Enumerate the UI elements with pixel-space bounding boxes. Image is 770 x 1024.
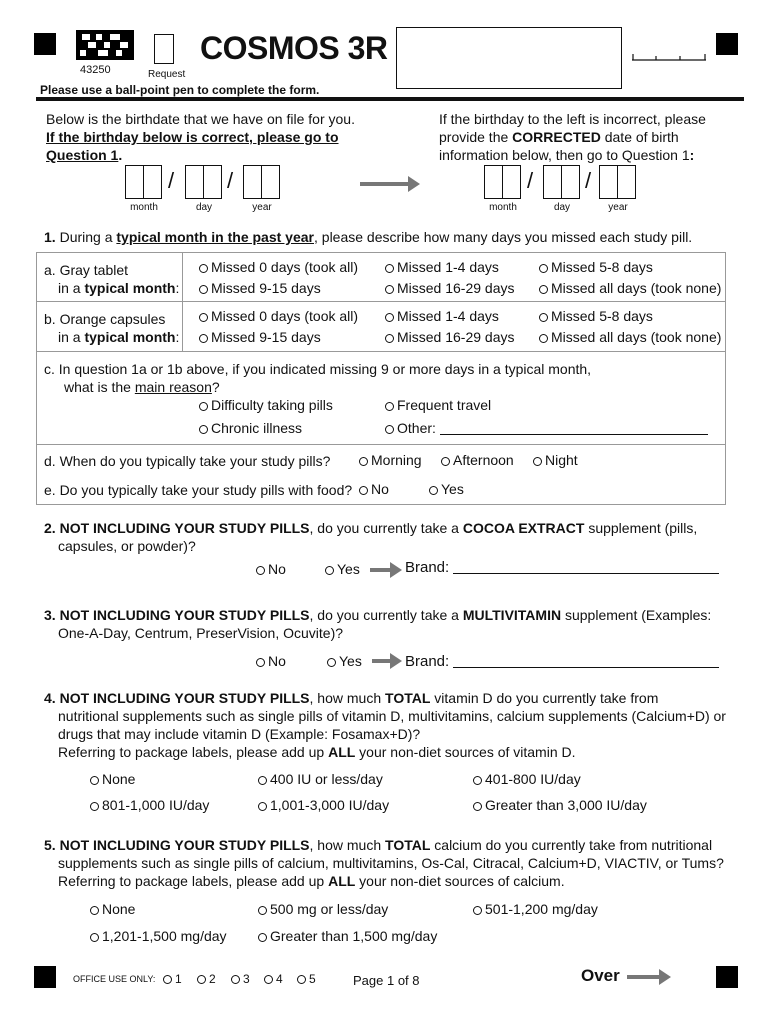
q1b-option-1-4[interactable]: Missed 1-4 days [385,308,499,324]
q1c-option-other[interactable]: Other: [385,420,708,436]
radio-bubble[interactable] [199,285,208,294]
office-option-2[interactable]: 2 [197,972,216,986]
q1c-option-travel[interactable]: Frequent travel [385,397,491,413]
radio-bubble[interactable] [199,334,208,343]
radio-bubble[interactable] [385,264,394,273]
date-separator: / [527,168,534,193]
radio-bubble[interactable] [297,975,306,984]
radio-bubble[interactable] [199,313,208,322]
radio-bubble[interactable] [258,776,267,785]
radio-bubble[interactable] [197,975,206,984]
q4-text: 4. NOT INCLUDING YOUR STUDY PILLS, how much TOTAL vitamin D do you currently take from nutritional supplements such as single pills of vitamin D, multivitamins, calcium supplements (Calcium+D) or drugs that may include vitamin D (Example: Fosamax+D)? Referring to package labels, please add up ALL your non-diet sources of vitamin D. [44,690,726,760]
q4-option-400[interactable]: 400 IU or less/day [258,771,383,787]
over-label: Over [581,966,620,985]
day-label: day [553,202,571,213]
q5-option-none[interactable]: None [90,901,135,917]
q1a-option-1-4[interactable]: Missed 1-4 days [385,259,499,275]
radio-bubble[interactable] [327,658,336,667]
q1b-option-all[interactable]: Missed all days (took none) [539,329,721,345]
q1b-option-0[interactable]: Missed 0 days (took all) [199,308,358,324]
radio-bubble[interactable] [385,285,394,294]
date-separator: / [227,168,234,193]
radio-bubble[interactable] [325,566,334,575]
q5-option-over-1500[interactable]: Greater than 1,500 mg/day [258,928,437,944]
radio-bubble[interactable] [199,264,208,273]
radio-bubble[interactable] [539,334,548,343]
registration-mark-top-left [34,33,56,55]
request-label: Request [148,69,186,80]
q5-text: 5. NOT INCLUDING YOUR STUDY PILLS, how much TOTAL calcium do you currently take from nutritional supplements such as single pills of calcium, multivitamins, Os-Cal, Citracal, Calcium+D, VIACTIV, or Tums? Referring to package labels, please add up ALL your non-diet sources of calcium. [44,837,724,889]
radio-bubble[interactable] [539,285,548,294]
q4-option-over-3000[interactable]: Greater than 3,000 IU/day [473,797,647,813]
registration-mark-bottom-left [34,966,56,988]
arrow-right-icon [372,659,394,663]
registration-mark-top-right [716,33,738,55]
radio-bubble[interactable] [539,313,548,322]
arrow-right-icon [370,568,394,572]
date-separator: / [168,168,175,193]
q1b-option-5-8[interactable]: Missed 5-8 days [539,308,653,324]
arrow-right-icon [627,975,663,979]
day-label: day [195,202,213,213]
radio-bubble[interactable] [90,933,99,942]
q3-brand-field[interactable] [453,653,719,668]
month-label: month [489,202,517,213]
q1c-option-illness[interactable]: Chronic illness [199,420,302,436]
radio-bubble[interactable] [385,425,394,434]
radio-bubble[interactable] [199,425,208,434]
q1e-option-yes[interactable]: Yes [429,481,464,497]
barcode-logo [76,30,134,60]
q1a-option-0[interactable]: Missed 0 days (took all) [199,259,358,275]
divider [36,351,726,352]
year-digit-1 [243,165,262,199]
divider [36,444,726,445]
radio-bubble[interactable] [258,906,267,915]
q1d-text: d. When do you typically take your study pills? [44,453,331,469]
q1-text: 1. During a typical month in the past year, please describe how many days you missed each study pill. [44,229,693,245]
tick-scale [632,52,706,62]
q4-option-1001-3000[interactable]: 1,001-3,000 IU/day [258,797,389,813]
corrected-month-digit-1[interactable] [484,165,503,199]
radio-bubble[interactable] [163,975,172,984]
q5-option-500[interactable]: 500 mg or less/day [258,901,388,917]
q2-text: 2. NOT INCLUDING YOUR STUDY PILLS, do you currently take a COCOA EXTRACT supplement (pills, capsules, or powder)? [44,520,698,554]
radio-bubble[interactable] [385,402,394,411]
q5-option-1201-1500[interactable]: 1,201-1,500 mg/day [90,928,227,944]
label-box [396,27,622,89]
corrected-year-digit-2[interactable] [617,165,636,199]
radio-bubble[interactable] [473,802,482,811]
radio-bubble[interactable] [258,802,267,811]
q1d-option-afternoon[interactable]: Afternoon [441,452,514,468]
radio-bubble[interactable] [473,776,482,785]
q1b-option-16-29[interactable]: Missed 16-29 days [385,329,515,345]
q2-brand[interactable]: Brand: [405,559,719,576]
form-title: COSMOS 3R [200,30,388,66]
header-rule [36,97,744,101]
radio-bubble[interactable] [90,776,99,785]
q1a-label: a. Gray tablet in a typical month: [44,262,180,296]
q1a-option-all[interactable]: Missed all days (took none) [539,280,721,296]
office-option-1[interactable]: 1 [163,972,182,986]
day-digit-2 [203,165,222,199]
q2-option-no[interactable]: No [256,561,286,577]
month-digit-1 [125,165,144,199]
q1d-option-morning[interactable]: Morning [359,452,422,468]
date-separator: / [585,168,592,193]
q1e-option-no[interactable]: No [359,481,389,497]
office-option-5[interactable]: 5 [297,972,316,986]
registration-mark-bottom-right [716,966,738,988]
radio-bubble[interactable] [231,975,240,984]
radio-bubble[interactable] [533,457,542,466]
q1b-label: b. Orange capsules in a typical month: [44,311,180,345]
birthdate-left-text: Below is the birthdate that we have on file for you. If the birthday below is correct, please go to Question 1. [46,111,355,163]
radio-bubble[interactable] [473,906,482,915]
pen-instruction: Please use a ball-point pen to complete the form. [40,83,320,97]
radio-bubble[interactable] [256,566,265,575]
q1a-option-5-8[interactable]: Missed 5-8 days [539,259,653,275]
year-label: year [608,202,628,213]
q2-brand-field[interactable] [453,559,719,574]
q3-text: 3. NOT INCLUDING YOUR STUDY PILLS, do you currently take a MULTIVITAMIN supplement (Examples: One-A-Day, Centrum, PreserVision, Ocuvite)? [44,607,712,641]
other-reason-field[interactable] [440,420,708,435]
day-digit-1 [185,165,204,199]
month-digit-2 [143,165,162,199]
q5-option-501-1200[interactable]: 501-1,200 mg/day [473,901,598,917]
q4-option-801-1000[interactable]: 801-1,000 IU/day [90,797,209,813]
q4-option-none[interactable]: None [90,771,135,787]
radio-bubble[interactable] [441,457,450,466]
radio-bubble[interactable] [256,658,265,667]
radio-bubble[interactable] [90,906,99,915]
office-option-4[interactable]: 4 [264,972,283,986]
divider [182,252,183,351]
office-option-3[interactable]: 3 [231,972,250,986]
radio-bubble[interactable] [359,457,368,466]
radio-bubble[interactable] [359,486,368,495]
q3-brand[interactable]: Brand: [405,653,719,670]
radio-bubble[interactable] [199,402,208,411]
form-number: 43250 [80,64,111,76]
corrected-day-digit-1[interactable] [543,165,562,199]
q1d-option-night[interactable]: Night [533,452,578,468]
radio-bubble[interactable] [385,313,394,322]
radio-bubble[interactable] [258,933,267,942]
radio-bubble[interactable] [90,802,99,811]
corrected-day-digit-2[interactable] [561,165,580,199]
q3-option-yes[interactable]: Yes [327,653,362,669]
divider [36,301,726,302]
request-checkbox[interactable] [154,34,174,64]
q1a-option-9-15[interactable]: Missed 9-15 days [199,280,321,296]
radio-bubble[interactable] [539,264,548,273]
q2-option-yes[interactable]: Yes [325,561,360,577]
radio-bubble[interactable] [264,975,273,984]
month-label: month [130,202,158,213]
q3-option-no[interactable]: No [256,653,286,669]
arrow-right-icon [360,182,412,186]
year-digit-2 [261,165,280,199]
office-use-label: OFFICE USE ONLY: [73,974,156,984]
q4-option-401-800[interactable]: 401-800 IU/day [473,771,581,787]
q1b-option-9-15[interactable]: Missed 9-15 days [199,329,321,345]
q1c-option-difficulty[interactable]: Difficulty taking pills [199,397,333,413]
q1c-text: c. In question 1a or 1b above, if you indicated missing 9 or more days in a typical month, what is the main reason? [44,361,592,395]
birthdate-right-text: If the birthday to the left is incorrect, please provide the CORRECTED date of birth information below, then go to Question 1: [439,111,706,163]
q1a-option-16-29[interactable]: Missed 16-29 days [385,280,515,296]
page-number: Page 1 of 8 [353,973,420,988]
year-label: year [252,202,272,213]
corrected-year-digit-1[interactable] [599,165,618,199]
q1e-text: e. Do you typically take your study pills with food? [44,482,353,498]
corrected-month-digit-2[interactable] [502,165,521,199]
radio-bubble[interactable] [385,334,394,343]
radio-bubble[interactable] [429,486,438,495]
